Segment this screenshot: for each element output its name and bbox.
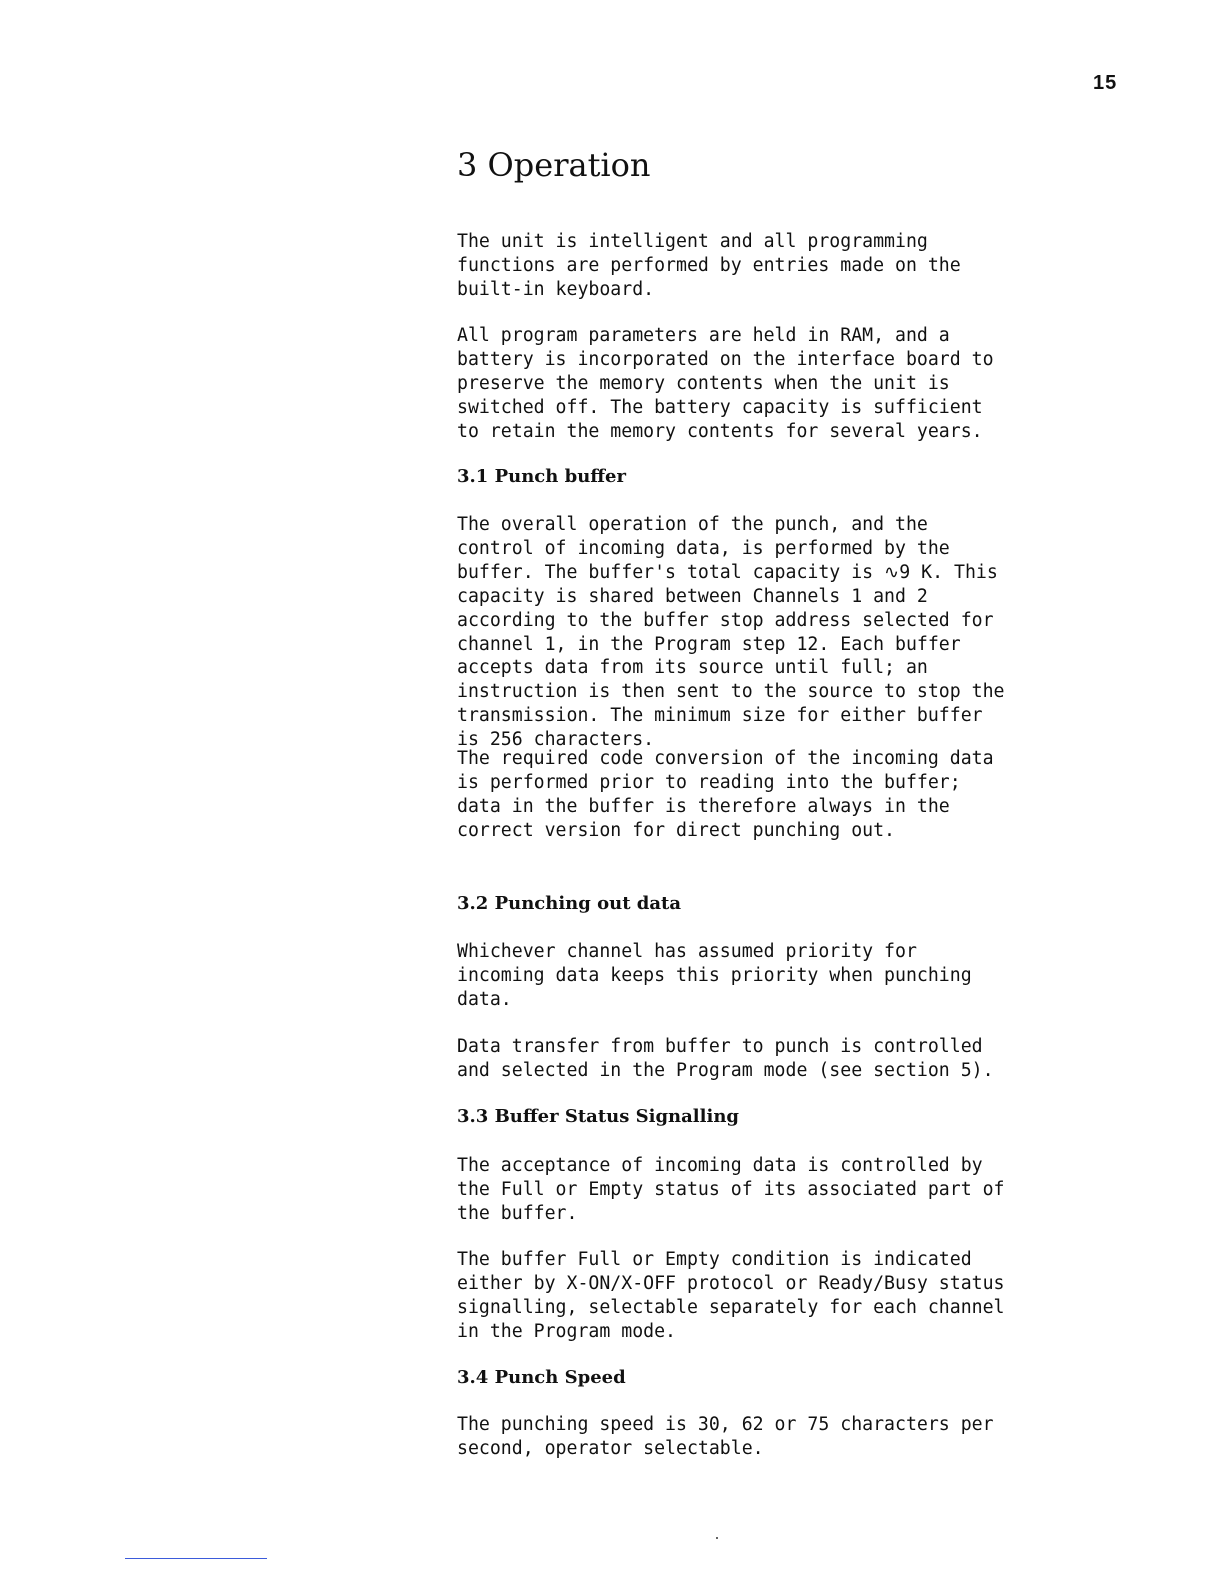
text-line: All program parameters are held in RAM, and a (457, 325, 950, 346)
text-line: signalling, selectable separately for each channel (457, 1296, 1005, 1318)
text-line: preserve the memory contents when the unit is (457, 372, 950, 394)
section-heading-3-1: 3.1 Punch buffer (457, 466, 626, 487)
text-line: transmission. The minimum size for either buffer (457, 705, 983, 727)
text-line: to retain the memory contents for several years. (457, 420, 983, 442)
text-line: The overall operation of the punch, and the (457, 514, 928, 535)
text-line: instruction is then sent to the source to stop the (457, 681, 1005, 703)
text-line: is performed prior to reading into the buffer; (457, 771, 961, 793)
text-line: Whichever channel has assumed priority for (457, 941, 917, 962)
text-line: is 256 characters. (457, 729, 655, 751)
text-line: The acceptance of incoming data is controlled by (457, 1155, 983, 1176)
text-line: functions are performed by entries made on the (457, 254, 961, 276)
text-line: channel 1, in the Program step 12. Each buffer (457, 633, 961, 655)
text-line: The buffer Full or Empty condition is indicated (457, 1249, 972, 1270)
intro-paragraph-1 (457, 230, 961, 302)
text-line: data in the buffer is therefore always in the (457, 795, 950, 817)
section-3-4-paragraph-1 (457, 1413, 994, 1461)
text-line: switched off. The battery capacity is sufficient (457, 396, 983, 418)
text-line: control of incoming data, is performed by the (457, 537, 950, 559)
section-3-2-paragraph-2 (457, 1035, 994, 1083)
text-line: capacity is shared between Channels 1 and 2 (457, 585, 928, 607)
text-line: Data transfer from buffer to punch is controlled (457, 1036, 983, 1057)
section-heading-3-4: 3.4 Punch Speed (457, 1367, 626, 1388)
text-line: correct version for direct punching out. (457, 819, 895, 841)
section-3-2-paragraph-1 (457, 940, 972, 1012)
text-line: The required code conversion of the incoming data (457, 748, 994, 769)
text-line: either by X-ON/X-OFF protocol or Ready/Busy status (457, 1272, 1005, 1294)
section-3-1-paragraph-2 (457, 747, 994, 843)
text-line: second, operator selectable. (457, 1437, 764, 1459)
footer-rule (125, 1558, 267, 1559)
text-line: battery is incorporated on the interface board to (457, 348, 994, 370)
section-3-1-paragraph-1 (457, 513, 1005, 752)
text-line: incoming data keeps this priority when punching (457, 964, 972, 986)
section-3-3-paragraph-2 (457, 1248, 1005, 1344)
section-heading-3-3: 3.3 Buffer Status Signalling (457, 1106, 739, 1127)
text-line: according to the buffer stop address selected for (457, 609, 994, 631)
scan-speck (716, 1537, 718, 1539)
section-heading-3-2: 3.2 Punching out data (457, 893, 682, 914)
text-line: The unit is intelligent and all programming (457, 231, 928, 252)
page-number: 15 (1093, 72, 1118, 94)
text-line: the Full or Empty status of its associated part of (457, 1178, 1005, 1200)
text-line: data. (457, 988, 512, 1010)
section-3-3-paragraph-1 (457, 1154, 1005, 1226)
chapter-title: 3 Operation (457, 146, 651, 184)
text-line: buffer. The buffer's total capacity is ∿9 K. This (457, 561, 998, 583)
intro-paragraph-2 (457, 324, 994, 444)
text-line: accepts data from its source until full; an (457, 657, 928, 679)
text-line: and selected in the Program mode (see section 5). (457, 1059, 994, 1081)
text-line: the buffer. (457, 1202, 578, 1224)
text-line: in the Program mode. (457, 1320, 676, 1342)
text-line: built-in keyboard. (457, 278, 655, 300)
text-line: The punching speed is 30, 62 or 75 characters per (457, 1414, 994, 1435)
